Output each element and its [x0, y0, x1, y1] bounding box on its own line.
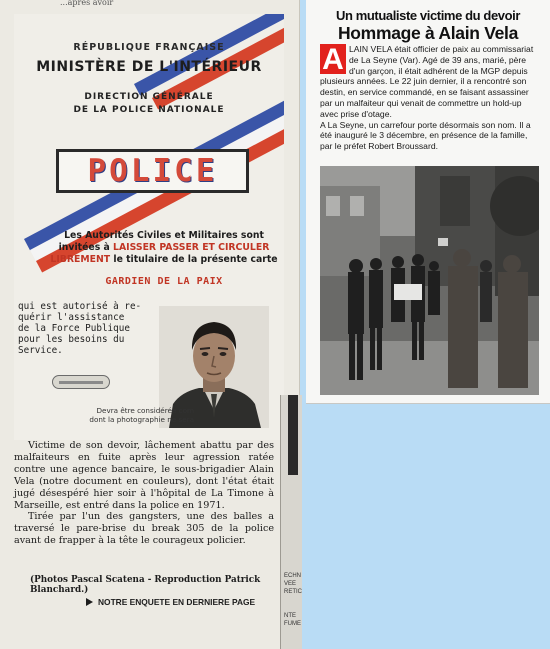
autorites-text [50, 230, 278, 266]
republique-label: RÉPUBLIQUE FRANÇAISE [73, 42, 225, 53]
official-stamp [52, 375, 110, 389]
article-paragraph: Tirée par l'un des gangsters, une des balles a traversé le pare-brise du break 305 de la police avant de frapper à la tête le courageux policier. [14, 511, 274, 547]
body-line: par un malfaiteur qui venait de commettre un hold-up [320, 97, 522, 108]
direction-line-1: DIRECTION GÉNÉRALE [84, 92, 214, 102]
arrow-right-icon [86, 598, 93, 606]
autorites-line-1: Les Autorités Civiles et Militaires sont [64, 230, 264, 241]
autorise-line: qui est autorisé à re- [18, 301, 142, 312]
strip-text: ECHN [284, 573, 302, 579]
body-line: d'un garçon, il était adhérent de la MGP depuis [349, 65, 528, 76]
body-line: plusieurs années. Le 22 juin dernier, il a rencontré son [320, 76, 527, 87]
strip-text: VEE [284, 581, 297, 587]
autorise-line: de la Force Publique [18, 323, 130, 334]
police-card [14, 14, 284, 440]
right-newspaper-clipping [306, 0, 550, 404]
devra-text [44, 406, 194, 424]
body-line: destin, en service commandé, en se faisant assassiner [320, 87, 529, 98]
body-line: LAIN VELA était officier de paix au commissariat [349, 44, 534, 54]
devra-line-1: Devra être considérée com [96, 406, 194, 415]
drop-cap: A [320, 44, 346, 74]
ceremony-photo [320, 166, 539, 395]
body-line: de La Seyne (Var). Agé de 39 ans, marié, père [349, 54, 527, 65]
autorites-line-3: LIBREMENT le titulaire de la présente carte [50, 254, 278, 265]
article-body [320, 44, 540, 152]
gardien-label: GARDIEN DE LA PAIX [105, 276, 223, 287]
enquete-link [86, 597, 286, 607]
direction-line-2: DE LA POLICE NATIONALE [73, 105, 225, 115]
enquete-label: NOTRE ENQUETE EN DERNIERE PAGE [98, 597, 256, 607]
devra-line-2: dont la photographie ne sera [89, 415, 194, 424]
police-word: POLICE [87, 153, 218, 189]
article-body [14, 440, 274, 547]
body-line: par le préfet Robert Broussard. [320, 141, 438, 152]
flag-stripe-blue [134, 14, 284, 95]
article-title: Hommage à Alain Vela [337, 23, 519, 43]
autorise-line: quérir l'assistance [18, 312, 125, 323]
strip-text: RETIC [284, 589, 302, 595]
police-banner [56, 149, 249, 193]
autorise-line: Service. [18, 345, 63, 356]
strip-text: FUME [284, 621, 301, 627]
torn-top-text: ...après avoir [60, 0, 114, 7]
autorise-line: pour les besoins du [18, 334, 125, 345]
ministere-heading: MINISTÈRE DE L'INTÉRIEUR [36, 59, 262, 75]
autorise-text [18, 301, 156, 356]
article-kicker: Un mutualiste victime du devoir [335, 8, 521, 23]
body-line: A La Seyne, un carrefour porte désormais son nom. Il a [320, 119, 531, 130]
body-line: avec prise d'otage. [320, 108, 392, 119]
strip-text: NTE [284, 613, 296, 619]
article-paragraph: Victime de son devoir, lâchement abattu par des malfaiteurs en fuite après leur agression ratée contre une agence bancaire, le sous-brigadier Alain Vela (notre document en couleurs), dont l'état était jugé désespéré hier soir à l'hôpital de La Timone à Marseille, est entré dans la police en 1971. [14, 440, 274, 511]
autorites-line-2: invitées à LAISSER PASSER ET CIRCULER [58, 242, 270, 253]
body-line: été inauguré le 3 décembre, en présence de la famille, [320, 130, 528, 141]
photo-credits: (Photos Pascal Scatena - Reproduction Patrick Blanchard.) [30, 575, 261, 595]
black-edge [288, 395, 298, 475]
